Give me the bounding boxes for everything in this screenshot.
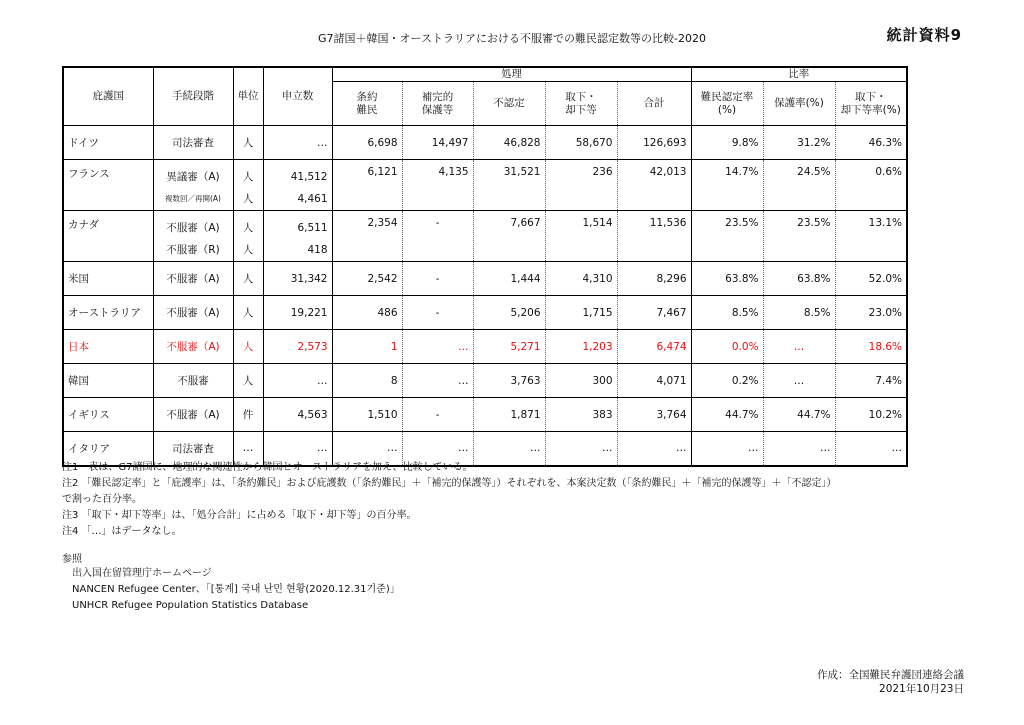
cell-total: 42,013 <box>617 160 691 211</box>
cell-rec-rate: 0.0% <box>691 330 763 364</box>
cell-country: 日本 <box>63 330 153 364</box>
cell-applications: … <box>263 432 332 466</box>
cell-prot-rate: … <box>763 330 835 364</box>
col-header-total: 合計 <box>617 82 691 126</box>
note-1: 注1 表は、G7諸国に、地理的な関連性から韓国とオーストラリアを加え、比較している。 <box>62 462 473 473</box>
group-header-ratio: 比率 <box>691 67 907 82</box>
cell-rec-rate: 63.8% <box>691 262 763 296</box>
group-header-processing: 処理 <box>332 67 691 82</box>
note-2: 注2 「難民認定率」と「庇護率」は、「条約難民」および庇護数（「条約難民」＋「補完的保護等」）それぞれを、本案決定数（「条約難民」＋「補完的保護等」＋「不認定」） <box>62 478 837 489</box>
cell-country: カナダ <box>63 211 153 262</box>
cell-stage: 不服審 <box>153 364 233 398</box>
cell-unit: 件 <box>233 398 263 432</box>
cell-rec-rate: 23.5% <box>691 211 763 262</box>
cell-complementary: 14,497 <box>402 126 473 160</box>
cell-applications: 2,573 <box>263 330 332 364</box>
cell-unit: … <box>233 432 263 466</box>
cell-withdrawn: 58,670 <box>545 126 617 160</box>
cell-withdrawn: 300 <box>545 364 617 398</box>
col-header-unit: 単位 <box>233 67 263 126</box>
cell-applications: 31,342 <box>263 262 332 296</box>
cell-complementary: - <box>402 211 473 262</box>
cell-rec-rate: 14.7% <box>691 160 763 211</box>
cell-rejected: 1,444 <box>473 262 545 296</box>
col-header-complementary: 補完的 保護等 <box>402 82 473 126</box>
cell-applications: 19,221 <box>263 296 332 330</box>
col-header-wd-rate: 取下・ 却下等率(%) <box>835 82 907 126</box>
references-heading: 参照 <box>62 554 82 565</box>
cell-complementary: … <box>402 432 473 466</box>
document-badge: 統計資料9 <box>886 26 962 44</box>
cell-unit: 人 人 <box>233 211 263 262</box>
cell-withdrawn: 4,310 <box>545 262 617 296</box>
cell-withdrawn: … <box>545 432 617 466</box>
cell-rejected: 3,763 <box>473 364 545 398</box>
cell-unit: 人 <box>233 330 263 364</box>
cell-convention: 486 <box>332 296 402 330</box>
note-2-cont: で割った百分率。 <box>62 494 142 505</box>
cell-total: 11,536 <box>617 211 691 262</box>
note-3: 注3 「取下・却下等率」は、「処分合計」に占める「取下・却下等」の百分率。 <box>62 510 417 521</box>
cell-rec-rate: 0.2% <box>691 364 763 398</box>
cell-total: 7,467 <box>617 296 691 330</box>
cell-wd-rate: 7.4% <box>835 364 907 398</box>
cell-stage: 不服審（A) <box>153 398 233 432</box>
table-row <box>63 126 907 160</box>
cell-total: 6,474 <box>617 330 691 364</box>
cell-complementary: … <box>402 364 473 398</box>
footer <box>817 668 964 696</box>
col-header-stage: 手続段階 <box>153 67 233 126</box>
cell-convention: 8 <box>332 364 402 398</box>
cell-complementary: - <box>402 296 473 330</box>
cell-country: オーストラリア <box>63 296 153 330</box>
cell-convention: 2,542 <box>332 262 402 296</box>
cell-total: 126,693 <box>617 126 691 160</box>
col-header-prot-rate: 保護率(%) <box>763 82 835 126</box>
table-row <box>63 262 907 296</box>
cell-total: 3,764 <box>617 398 691 432</box>
cell-withdrawn: 236 <box>545 160 617 211</box>
cell-rejected: 31,521 <box>473 160 545 211</box>
cell-complementary: - <box>402 398 473 432</box>
cell-rejected: … <box>473 432 545 466</box>
footnotes <box>62 460 837 540</box>
page-title: G7諸国＋韓国・オーストラリアにおける不服審での難民認定数等の比較-2020 <box>318 32 706 45</box>
cell-country: ドイツ <box>63 126 153 160</box>
reference-item: NANCEN Refugee Center、「[통계] 국내 난민 현황(2020.12.31기준)」 <box>72 584 400 595</box>
col-header-applications: 申立数 <box>263 67 332 126</box>
cell-complementary: - <box>402 262 473 296</box>
cell-total: 4,071 <box>617 364 691 398</box>
cell-rec-rate: 44.7% <box>691 398 763 432</box>
cell-wd-rate: 23.0% <box>835 296 907 330</box>
cell-applications: … <box>263 364 332 398</box>
note-4: 注4 「…」はデータなし。 <box>62 526 182 537</box>
cell-wd-rate: 0.6% <box>835 160 907 211</box>
cell-applications: 4,563 <box>263 398 332 432</box>
cell-withdrawn: 1,715 <box>545 296 617 330</box>
cell-applications: 41,512 4,461 <box>263 160 332 211</box>
table-row <box>63 398 907 432</box>
reference-item: 出入国在留管理庁ホームページ <box>72 568 212 579</box>
cell-rejected: 7,667 <box>473 211 545 262</box>
cell-rec-rate: 9.8% <box>691 126 763 160</box>
cell-applications: … <box>263 126 332 160</box>
cell-prot-rate: 24.5% <box>763 160 835 211</box>
table-row <box>63 296 907 330</box>
cell-country: 韓国 <box>63 364 153 398</box>
cell-complementary: 4,135 <box>402 160 473 211</box>
cell-prot-rate: … <box>763 432 835 466</box>
table-row <box>63 160 907 211</box>
cell-convention: 6,121 <box>332 160 402 211</box>
cell-wd-rate: 13.1% <box>835 211 907 262</box>
cell-country: フランス <box>63 160 153 211</box>
col-header-rec-rate: 難民認定率 (%) <box>691 82 763 126</box>
col-header-withdrawn: 取下・ 却下等 <box>545 82 617 126</box>
cell-unit: 人 <box>233 364 263 398</box>
cell-stage: 不服審（A) <box>153 262 233 296</box>
cell-convention: 1,510 <box>332 398 402 432</box>
author: 作成：全国難民弁護団連絡会議 <box>817 669 964 681</box>
cell-convention: 2,354 <box>332 211 402 262</box>
cell-country: イギリス <box>63 398 153 432</box>
cell-rec-rate: … <box>691 432 763 466</box>
cell-withdrawn: 383 <box>545 398 617 432</box>
cell-country: 米国 <box>63 262 153 296</box>
cell-wd-rate: 10.2% <box>835 398 907 432</box>
cell-wd-rate: … <box>835 432 907 466</box>
cell-stage: 司法審査 <box>153 432 233 466</box>
cell-rejected: 1,871 <box>473 398 545 432</box>
cell-unit: 人 人 <box>233 160 263 211</box>
table-row-highlighted <box>63 330 907 364</box>
cell-unit: 人 <box>233 262 263 296</box>
cell-convention: 1 <box>332 330 402 364</box>
reference-item: UNHCR Refugee Population Statistics Database <box>72 600 309 611</box>
cell-prot-rate: 63.8% <box>763 262 835 296</box>
cell-prot-rate: 23.5% <box>763 211 835 262</box>
cell-unit: 人 <box>233 126 263 160</box>
cell-stage: 不服審（A) 不服審（R) <box>153 211 233 262</box>
cell-rejected: 46,828 <box>473 126 545 160</box>
cell-withdrawn: 1,514 <box>545 211 617 262</box>
table-row <box>63 364 907 398</box>
col-header-convention: 条約 難民 <box>332 82 402 126</box>
cell-stage: 司法審査 <box>153 126 233 160</box>
cell-prot-rate: 31.2% <box>763 126 835 160</box>
cell-stage: 異議審（A) 複数回／再開(A) <box>153 160 233 211</box>
comparison-table <box>62 66 908 467</box>
cell-convention: 6,698 <box>332 126 402 160</box>
references-list <box>72 566 400 614</box>
cell-total: 8,296 <box>617 262 691 296</box>
cell-withdrawn: 1,203 <box>545 330 617 364</box>
cell-stage: 不服審（A) <box>153 296 233 330</box>
cell-applications: 6,511 418 <box>263 211 332 262</box>
cell-convention: … <box>332 432 402 466</box>
table-row <box>63 211 907 262</box>
cell-unit: 人 <box>233 296 263 330</box>
cell-wd-rate: 18.6% <box>835 330 907 364</box>
cell-complementary: … <box>402 330 473 364</box>
cell-prot-rate: 8.5% <box>763 296 835 330</box>
cell-rejected: 5,271 <box>473 330 545 364</box>
col-header-country: 庇護国 <box>63 67 153 126</box>
cell-total: … <box>617 432 691 466</box>
cell-stage: 不服審（A) <box>153 330 233 364</box>
cell-rejected: 5,206 <box>473 296 545 330</box>
cell-country: イタリア <box>63 432 153 466</box>
cell-prot-rate: … <box>763 364 835 398</box>
cell-prot-rate: 44.7% <box>763 398 835 432</box>
date: 2021年10月23日 <box>879 683 964 695</box>
col-header-rejected: 不認定 <box>473 82 545 126</box>
cell-rec-rate: 8.5% <box>691 296 763 330</box>
cell-wd-rate: 46.3% <box>835 126 907 160</box>
cell-wd-rate: 52.0% <box>835 262 907 296</box>
